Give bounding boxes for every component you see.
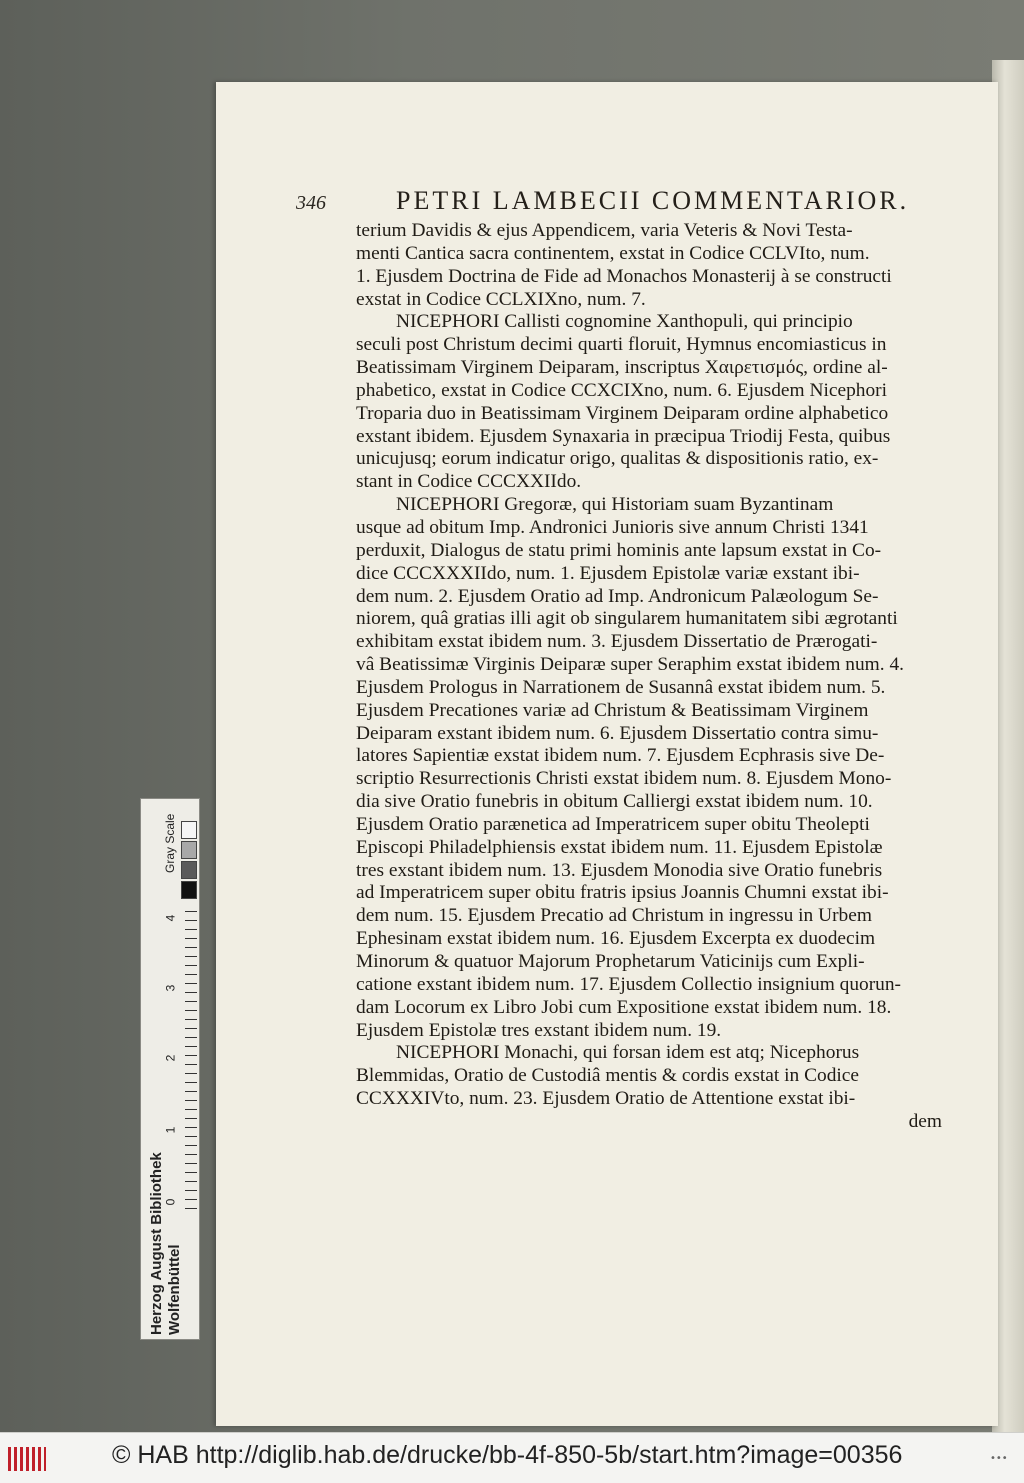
gray-scale-ruler — [140, 798, 200, 1340]
ruler-number-0: 0 — [163, 1198, 178, 1206]
page-number: 346 — [296, 192, 326, 214]
text-line: scriptio Resurrectionis Christi exstat ibidem num. 8. Ejusdem Mono- — [356, 768, 892, 790]
ruler-number-1: 1 — [163, 1126, 178, 1134]
swatch-light-gray — [181, 841, 197, 859]
text-line: ad Imperatricem super obitu fratris ipsius Joannis Chumni exstat ibi- — [356, 882, 889, 904]
text-line: vâ Beatissimæ Virginis Deiparæ super Seraphim exstat ibidem num. 4. — [356, 654, 904, 676]
text-line: usque ad obitum Imp. Andronici Junioris sive annum Christi 1341 — [356, 516, 869, 538]
ruler-number-3: 3 — [163, 984, 178, 992]
gray-scale-label: Gray Scale — [163, 813, 177, 873]
text-line: Troparia duo in Beatissimam Virginem Deiparam ordine alphabetico — [356, 402, 889, 424]
text-line: perduxit, Dialogus de statu primi hominis ante lapsum exstat in Co- — [356, 539, 882, 561]
text-line: dem num. 2. Ejusdem Oratio ad Imp. Andronicum Palæologum Se- — [356, 585, 879, 607]
running-head: PETRI LAMBECII COMMENTARIOR. — [396, 186, 910, 215]
text-line: niorem, quâ gratias illi agit ob singularem humanitatem sibi ægrotanti — [356, 608, 898, 630]
ruler-ticks — [185, 909, 197, 1209]
text-line: Ejusdem Precationes variæ ad Christum & Beatissimam Virginem — [356, 699, 869, 721]
text-line: phabetico, exstat in Codice CCXCIXno, num. 6. Ejusdem Nicephori — [356, 379, 887, 401]
text-line: Ejusdem Prologus in Narrationem de Susannâ exstat ibidem num. 5. — [356, 676, 886, 698]
text-line: Ephesinam exstat ibidem num. 16. Ejusdem Excerpta ex duodecim — [356, 928, 876, 950]
swatch-dark-gray — [181, 861, 197, 879]
swatch-black — [181, 881, 197, 899]
swatch-white — [181, 821, 197, 839]
text-line: exhibitam exstat ibidem num. 3. Ejusdem Dissertatio de Prærogati- — [356, 631, 878, 653]
institution-label — [145, 1099, 185, 1335]
footer-copyright-link[interactable]: © HAB http://diglib.hab.de/drucke/bb-4f-850-5b/start.htm?image=00356 — [112, 1441, 903, 1469]
footer-menu-icon[interactable]: ••• — [990, 1453, 1008, 1464]
text-line: dice CCCXXXIIdo, num. 1. Ejusdem Epistolæ variæ exstant ibi- — [356, 562, 860, 584]
text-line: Ejusdem Epistolæ tres exstant ibidem num. 19. — [356, 1019, 722, 1041]
ruler-number-2: 2 — [163, 1054, 178, 1062]
text-line: dam Locorum ex Libro Jobi cum Expositione exstat ibidem num. 18. — [356, 996, 892, 1018]
body-text — [356, 220, 942, 1134]
book-page — [216, 82, 998, 1426]
text-line: Deiparam exstant ibidem num. 6. Ejusdem Dissertatio contra simu- — [356, 722, 879, 744]
text-line: Blemmidas, Oratio de Custodiâ mentis & cordis exstat in Codice — [356, 1065, 860, 1087]
text-line: menti Cantica sacra continentem, exstat in Codice CCLVIto, num. — [356, 242, 870, 264]
text-line: exstat in Codice CCLXIXno, num. 7. — [356, 288, 646, 310]
text-line: Episcopi Philadelphiensis exstat ibidem num. 11. Ejusdem Epistolæ — [356, 836, 883, 858]
text-line: exstant ibidem. Ejusdem Synaxaria in præcipua Triodij Festa, quibus — [356, 425, 891, 447]
institution-line-2: Wolfenbüttel — [166, 1244, 183, 1335]
text-line: NICEPHORI Gregoræ, qui Historiam suam Byzantinam — [396, 494, 834, 516]
text-line: Ejusdem Oratio parænetica ad Imperatricem super obitu Theolepti — [356, 813, 870, 835]
text-line: stant in Codice CCCXXIIdo. — [356, 471, 582, 493]
text-line: dia sive Oratio funebris in obitum Calliergi exstat ibidem num. 10. — [356, 791, 873, 813]
text-line: NICEPHORI Monachi, qui forsan idem est atq; Nicephorus — [396, 1042, 860, 1064]
text-line: latores Sapientiæ exstat ibidem num. 7. Ejusdem Ecphrasis sive De- — [356, 745, 885, 767]
text-line: dem num. 15. Ejusdem Precatio ad Christum in ingressu in Urbem — [356, 905, 872, 927]
text-line: 1. Ejusdem Doctrina de Fide ad Monachos Monasterij à se constructi — [356, 265, 892, 287]
ruler-number-4: 4 — [163, 914, 178, 922]
page-header — [296, 186, 936, 222]
institution-line-1: Herzog August Bibliothek — [148, 1152, 165, 1335]
text-line: Minorum & quatuor Majorum Prophetarum Vaticinijs cum Expli- — [356, 951, 865, 972]
text-line: CCXXXIVto, num. 23. Ejusdem Oratio de Attentione exstat ibi- — [356, 1088, 856, 1110]
text-line: unicujusq; eorum indicatur origo, qualitas & dispositionis ratio, ex- — [356, 448, 879, 470]
text-line: NICEPHORI Callisti cognomine Xanthopuli, qui principio — [396, 311, 853, 333]
text-line: tres exstant ibidem num. 13. Ejusdem Monodia sive Oratio funebris — [356, 859, 883, 881]
catchword: dem — [908, 1110, 942, 1132]
hab-logo-icon — [8, 1447, 46, 1471]
text-line: catione exstant ibidem num. 17. Ejusdem Collectio insignium quorun- — [356, 973, 902, 995]
text-line: Beatissimam Virginem Deiparam, inscriptus Χαιρετισμός, ordine al- — [356, 357, 888, 379]
text-line: seculi post Christum decimi quarti floruit, Hymnus encomiasticus in — [356, 334, 887, 356]
text-line: terium Davidis & ejus Appendicem, varia Veteris & Novi Testa- — [356, 220, 853, 241]
footer-bar — [0, 1432, 1024, 1483]
